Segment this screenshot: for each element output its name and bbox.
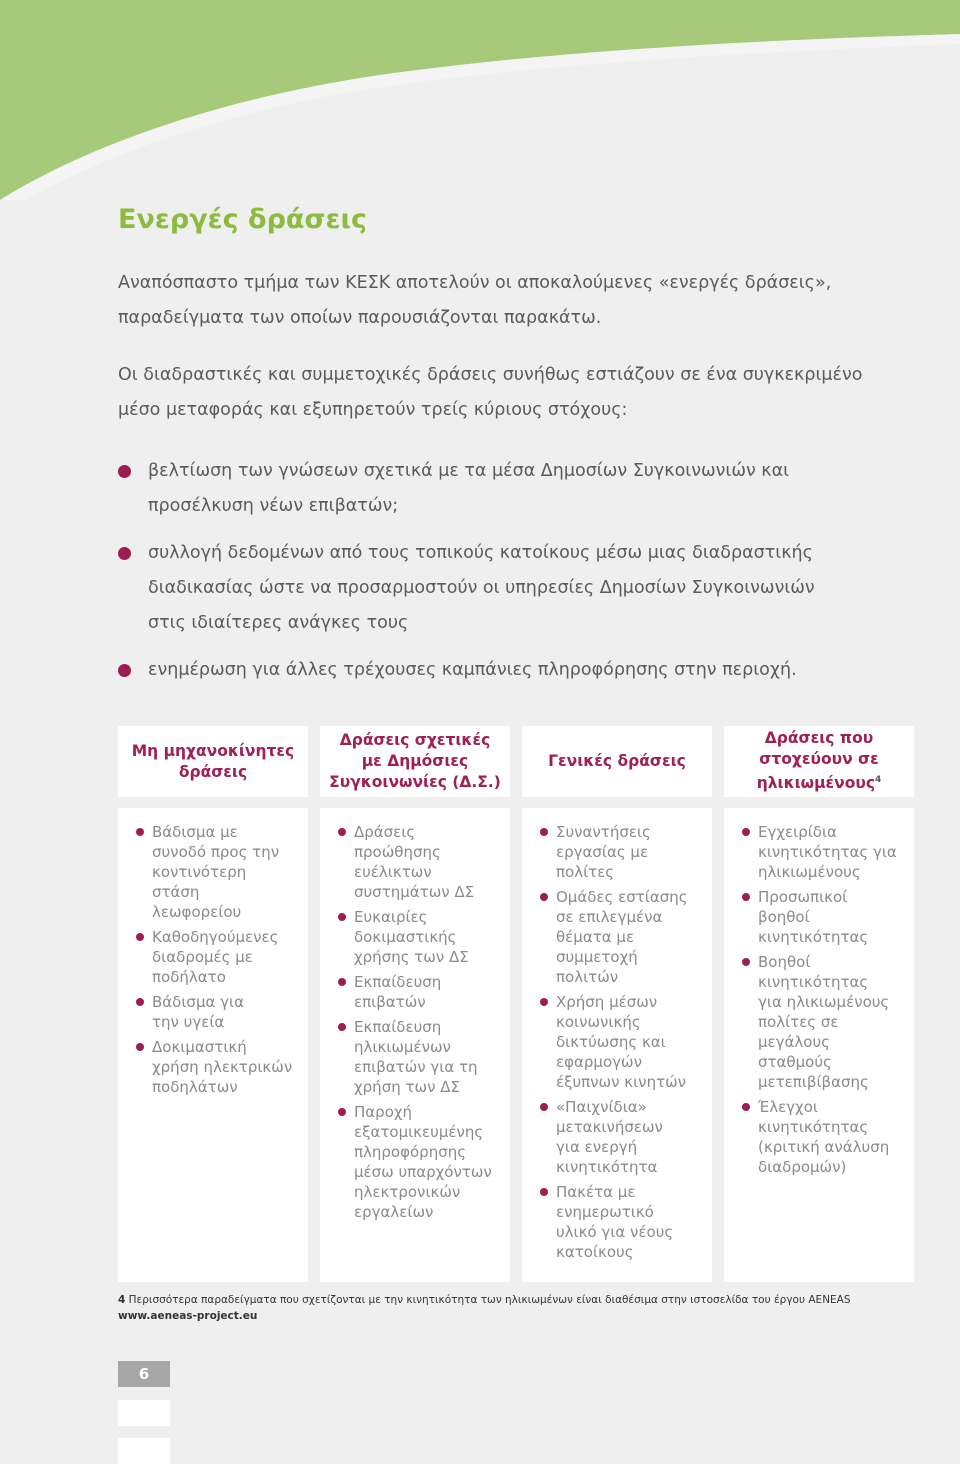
text-line: μέσο μεταφοράς και εξυπηρετούν τρείς κύριους στόχους: xyxy=(118,400,628,420)
text-line: μετεπιβίβασης xyxy=(758,1073,869,1091)
text-line: Ομάδες εστίασης xyxy=(556,888,688,906)
bullet-dot-icon xyxy=(136,828,144,836)
text-line: κοντινότερη xyxy=(152,863,247,881)
decorative-box xyxy=(118,1400,170,1426)
list-item xyxy=(540,887,702,987)
bullet-dot-icon xyxy=(118,465,131,478)
decorative-top-band xyxy=(0,0,960,200)
column-header-elderly xyxy=(724,726,914,797)
text-line: πολίτες xyxy=(556,863,615,881)
text-line: χρήσης των ΔΣ xyxy=(354,948,469,966)
list-item xyxy=(540,992,702,1092)
text-line: Βοηθοί xyxy=(758,953,811,971)
bullet-dot-icon xyxy=(540,893,548,901)
text-line: πολίτες σε xyxy=(758,1013,839,1031)
header-line: Συγκοινωνίες (Δ.Σ.) xyxy=(329,773,501,791)
text-line: μετακινήσεων xyxy=(556,1118,663,1136)
text-line: ποδηλάτων xyxy=(152,1078,238,1096)
bullet-dot-icon xyxy=(136,998,144,1006)
header-line: ηλικιωμένους xyxy=(756,774,876,793)
text-line: Παροχή xyxy=(354,1103,413,1121)
text-line: κινητικότητας xyxy=(758,1118,869,1136)
text-line: Έλεγχοι xyxy=(758,1098,818,1116)
list-item xyxy=(742,952,904,1092)
text-line: Πακέτα με xyxy=(556,1183,636,1201)
bullet-dot-icon xyxy=(742,958,750,966)
decorative-box xyxy=(118,1438,170,1464)
bullet-dot-icon xyxy=(136,1043,144,1051)
text-line: για ενεργή xyxy=(556,1138,638,1156)
bullet-dot-icon xyxy=(338,1023,346,1031)
list-item xyxy=(338,822,500,902)
list-item xyxy=(118,653,918,688)
page-number: 6 xyxy=(118,1361,170,1387)
text-line: βοηθοί xyxy=(758,908,810,926)
text-line: επιβατών για τη xyxy=(354,1058,478,1076)
text-line: Βάδισμα με xyxy=(152,823,238,841)
text-line: μέσω υπαρχόντων xyxy=(354,1163,492,1181)
text-line: δικτύωσης και xyxy=(556,1033,666,1051)
list-item xyxy=(338,907,500,967)
text-line: παραδείγματα των οποίων παρουσιάζονται παρακάτω. xyxy=(118,308,602,328)
text-line: εργασίας με xyxy=(556,843,649,861)
bullet-dot-icon xyxy=(742,893,750,901)
text-line: εφαρμογών xyxy=(556,1053,642,1071)
list-item xyxy=(742,887,904,947)
text-line: Δοκιμαστική xyxy=(152,1038,247,1056)
text-line: θέματα με xyxy=(556,928,635,946)
text-line: ενημέρωση για άλλες τρέχουσες καμπάνιες πληροφόρησης στην περιοχή. xyxy=(148,660,797,680)
text-line: κινητικότητας για xyxy=(758,843,897,861)
text-line: συλλογή δεδομένων από τους τοπικούς κατοίκους μέσω μιας διαδραστικής xyxy=(148,543,813,563)
column-body-elderly xyxy=(724,808,914,1282)
footnote-text: Περισσότερα παραδείγματα που σχετίζονται με την κινητικότητα των ηλικιωμένων είναι διαθέσιμα στην ιστοσελίδα του έργου AENEAS xyxy=(125,1294,851,1306)
text-line: συστημάτων ΔΣ xyxy=(354,883,475,901)
footnote xyxy=(118,1292,918,1324)
text-line: ενημερωτικό xyxy=(556,1203,654,1221)
text-line: χρήση των ΔΣ xyxy=(354,1078,460,1096)
text-line: Βάδισμα για xyxy=(152,993,244,1011)
bullet-dot-icon xyxy=(338,828,346,836)
list-item xyxy=(540,1182,702,1262)
bullet-dot-icon xyxy=(742,828,750,836)
intro-paragraph xyxy=(118,266,918,336)
text-line: δοκιμαστικής xyxy=(354,928,457,946)
text-line: εργαλείων xyxy=(354,1203,434,1221)
list-item xyxy=(136,1037,298,1097)
text-line: συμμετοχή xyxy=(556,948,638,966)
text-line: ευέλικτων xyxy=(354,863,432,881)
list-item xyxy=(136,822,298,922)
text-line: προώθησης xyxy=(354,843,441,861)
bullet-dot-icon xyxy=(540,998,548,1006)
text-line: πληροφόρησης xyxy=(354,1143,467,1161)
header-line: Μη μηχανοκίνητες xyxy=(131,741,295,760)
text-line: (κριτική ανάλυση xyxy=(758,1138,890,1156)
header-line: με Δημόσιες xyxy=(361,752,469,770)
list-item xyxy=(338,1102,500,1222)
text-line: Ευκαιρίες xyxy=(354,908,428,926)
text-line: σταθμούς xyxy=(758,1053,832,1071)
text-line: για ηλικιωμένους xyxy=(758,993,890,1011)
text-line: Συναντήσεις xyxy=(556,823,651,841)
text-line: στις ιδιαίτερες ανάγκες τους xyxy=(148,613,409,633)
bullet-dot-icon xyxy=(540,1103,548,1111)
text-line: διαδικασίας ώστε να προσαρμοστούν οι υπηρεσίες Δημοσίων Συγκοινωνιών xyxy=(148,578,815,598)
bullet-dot-icon xyxy=(540,1188,548,1196)
bullet-dot-icon xyxy=(742,1103,750,1111)
footnote-marker: 4 xyxy=(875,775,882,786)
bullet-dot-icon xyxy=(118,664,131,677)
header-line: δράσεις xyxy=(178,762,248,781)
bullet-dot-icon xyxy=(540,828,548,836)
text-line: ηλικιωμένους xyxy=(758,863,861,881)
page-heading: Ενεργές δράσεις xyxy=(118,204,368,235)
text-line: Οι διαδραστικές και συμμετοχικές δράσεις συνήθως εστιάζουν σε ένα συγκεκριμένο xyxy=(118,365,863,385)
text-line: σε επιλεγμένα xyxy=(556,908,663,926)
text-line: ποδήλατο xyxy=(152,968,226,986)
text-line: λεωφορείου xyxy=(152,903,242,921)
footnote-number: 4 xyxy=(118,1294,126,1306)
text-line: κινητικότητας xyxy=(758,973,869,991)
text-line: κοινωνικής xyxy=(556,1013,641,1031)
bullet-dot-icon xyxy=(338,978,346,986)
text-line: Προσωπικοί xyxy=(758,888,848,906)
column-body-non-motorised xyxy=(118,808,308,1282)
text-line: μεγάλους xyxy=(758,1033,830,1051)
header-line: Δράσεις σχετικές xyxy=(339,731,491,749)
list-item xyxy=(118,454,918,524)
text-line: Δράσεις xyxy=(354,823,416,841)
text-line: Εκπαίδευση xyxy=(354,1018,442,1036)
text-line: Αναπόσπαστο τμήμα των ΚΕΣΚ αποτελούν οι αποκαλούμενες «ενεργές δράσεις», xyxy=(118,273,832,293)
text-line: βελτίωση των γνώσεων σχετικά με τα μέσα Δημοσίων Συγκοινωνιών και xyxy=(148,461,790,481)
text-line: διαδρομών) xyxy=(758,1158,847,1176)
text-line: διαδρομές με xyxy=(152,948,253,966)
text-line: Εκπαίδευση xyxy=(354,973,442,991)
text-line: κατοίκους xyxy=(556,1243,634,1261)
list-item xyxy=(338,972,500,1012)
text-line: Καθοδηγούμενες xyxy=(152,928,279,946)
goals-paragraph xyxy=(118,358,918,428)
bullet-dot-icon xyxy=(118,547,131,560)
bullet-dot-icon xyxy=(338,913,346,921)
text-line: «Παιχνίδια» xyxy=(556,1098,647,1116)
list-item xyxy=(742,822,904,882)
text-line: υλικό για νέους xyxy=(556,1223,674,1241)
text-line: την υγεία xyxy=(152,1013,225,1031)
text-line: ηλεκτρονικών xyxy=(354,1183,461,1201)
text-line: προσέλκυση νέων επιβατών; xyxy=(148,496,399,516)
column-body-general xyxy=(522,808,712,1282)
footnote-link[interactable]: www.aeneas-project.eu xyxy=(118,1310,258,1322)
bullet-dot-icon xyxy=(136,933,144,941)
text-line: Χρήση μέσων xyxy=(556,993,658,1011)
list-item xyxy=(540,822,702,882)
list-item xyxy=(540,1097,702,1177)
list-item xyxy=(338,1017,500,1097)
text-line: ηλικιωμένων xyxy=(354,1038,451,1056)
text-line: Εγχειρίδια xyxy=(758,823,837,841)
text-line: έξυπνων κινητών xyxy=(556,1073,687,1091)
goals-list xyxy=(118,454,918,700)
header-line: Δράσεις που xyxy=(764,729,874,748)
list-item xyxy=(742,1097,904,1177)
list-item xyxy=(118,536,918,641)
list-item xyxy=(136,927,298,987)
text-line: εξατομικευμένης xyxy=(354,1123,484,1141)
text-line: επιβατών xyxy=(354,993,426,1011)
text-line: πολιτών xyxy=(556,968,619,986)
text-line: συνοδό προς την xyxy=(152,843,280,861)
text-line: κινητικότητας xyxy=(758,928,869,946)
text-line: χρήση ηλεκτρικών xyxy=(152,1058,293,1076)
bullet-dot-icon xyxy=(338,1108,346,1116)
column-body-public-transport xyxy=(320,808,510,1282)
header-line: Γενικές δράσεις xyxy=(548,752,686,770)
text-line: κινητικότητα xyxy=(556,1158,658,1176)
column-header-general xyxy=(522,726,712,797)
column-header-non-motorised xyxy=(118,726,308,797)
list-item xyxy=(136,992,298,1032)
text-line: στάση xyxy=(152,883,200,901)
column-header-public-transport xyxy=(320,726,510,797)
header-line: στοχεύουν σε xyxy=(759,750,879,769)
